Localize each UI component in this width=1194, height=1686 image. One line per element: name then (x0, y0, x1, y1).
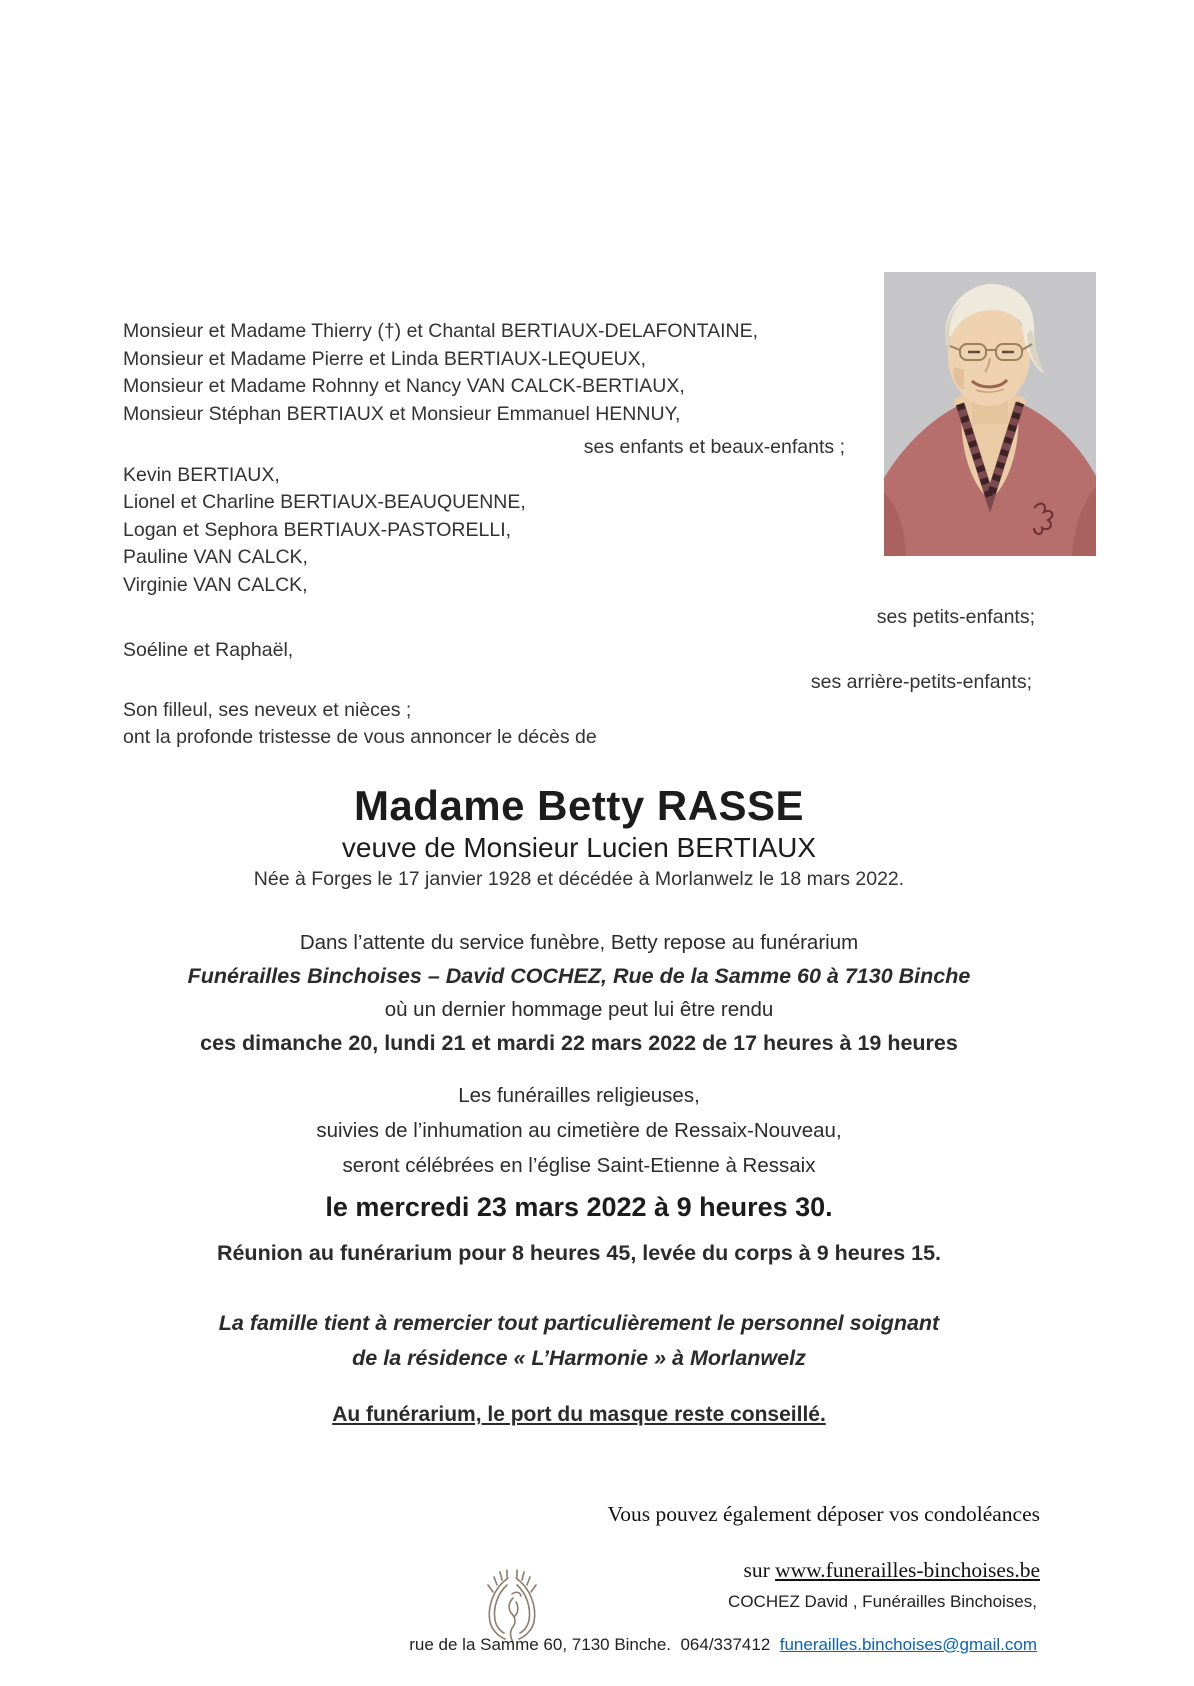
funeral-line1: Les funérailles religieuses, (458, 1084, 700, 1107)
children-relation-label: ses enfants et beaux-enfants ; (583, 436, 845, 458)
life-dates: Née à Forges le 17 janvier 1928 et décédée à Morlanwelz le 18 mars 2022. (253, 868, 905, 890)
family-line: Monsieur et Madame Thierry (†) et Chantal BERTIAUX-DELAFONTAINE, (123, 320, 759, 342)
funeral-meeting: Réunion au funérarium pour 8 heures 45, levée du corps à 9 heures 15. (216, 1241, 942, 1265)
condolences-line1: Vous pouvez également déposer vos condoléances (607, 1502, 1040, 1526)
announce-line: ont la profonde tristesse de vous annoncer le décès de (123, 726, 597, 748)
funeral-date: le mercredi 23 mars 2022 à 9 heures 30. (325, 1192, 833, 1222)
family-line: Monsieur et Madame Rohnny et Nancy VAN CALCK-BERTIAUX, (123, 375, 685, 397)
thanks-line1: La famille tient à remercier tout particulièrement le personnel soignant (218, 1311, 940, 1335)
website-link[interactable]: www.funerailles-binchoises.be (775, 1558, 1040, 1582)
mask-advice-line: Au funérarium, le port du masque reste conseillé. (332, 1403, 826, 1426)
thanks-block (113, 1306, 1045, 1432)
family-names-block (123, 318, 1035, 752)
thanks-line2: de la résidence « L’Harmonie » à Morlanwelz (352, 1346, 806, 1370)
family-line: Monsieur Stéphan BERTIAUX et Monsieur Emmanuel HENNUY, (123, 402, 681, 425)
funeral-home-line: Funérailles Binchoises – David COCHEZ, Rue de la Samme 60 à 7130 Binche (187, 963, 971, 988)
condolences-prefix: sur (743, 1558, 776, 1582)
godson-line: Son filleul, ses neveux et nièces ; (123, 698, 412, 721)
funeral-line2: suivies de l’inhumation au cimetière de Ressaix-Nouveau, (316, 1119, 842, 1142)
deceased-block (123, 782, 1035, 893)
visitation-line3: où un dernier hommage peut lui être rendu (384, 998, 774, 1021)
deceased-name: Madame Betty RASSE (353, 782, 805, 829)
funeral-block (113, 1078, 1045, 1271)
widow-line: veuve de Monsieur Lucien BERTIAUX (341, 832, 817, 863)
visitation-line1: Dans l’attente du service funèbre, Betty repose au funérarium (299, 931, 859, 954)
visitation-schedule: ces dimanche 20, lundi 21 et mardi 22 mars 2022 de 17 heures à 19 heures (200, 1030, 958, 1055)
family-line: Soéline et Raphaël, (123, 638, 294, 661)
visitation-block (113, 926, 1045, 1060)
family-line: Pauline VAN CALCK, (123, 546, 308, 568)
funeral-line3: seront célébrées en l’église Saint-Etienne à Ressaix (342, 1154, 816, 1177)
family-line: Monsieur et Madame Pierre et Linda BERTIAUX-LEQUEUX, (123, 347, 647, 370)
footer-address-phone: rue de la Samme 60, 7130 Binche. 064/337412 (409, 1634, 780, 1654)
footer-line1: COCHEZ David , Funérailles Binchoises, (728, 1591, 1037, 1611)
family-line: Logan et Sephora BERTIAUX-PASTORELLI, (123, 518, 512, 541)
footer-contact-block (123, 1569, 1037, 1677)
email-link[interactable]: funerailles.binchoises@gmail.com (779, 1634, 1037, 1654)
family-line: Lionel et Charline BERTIAUX-BEAUQUENNE, (123, 491, 526, 513)
great-grandchildren-relation-label: ses arrière-petits-enfants; (810, 671, 1032, 693)
grandchildren-relation-label: ses petits-enfants; (876, 606, 1035, 628)
family-line: Kevin BERTIAUX, (123, 463, 280, 486)
family-line: Virginie VAN CALCK, (123, 573, 308, 596)
